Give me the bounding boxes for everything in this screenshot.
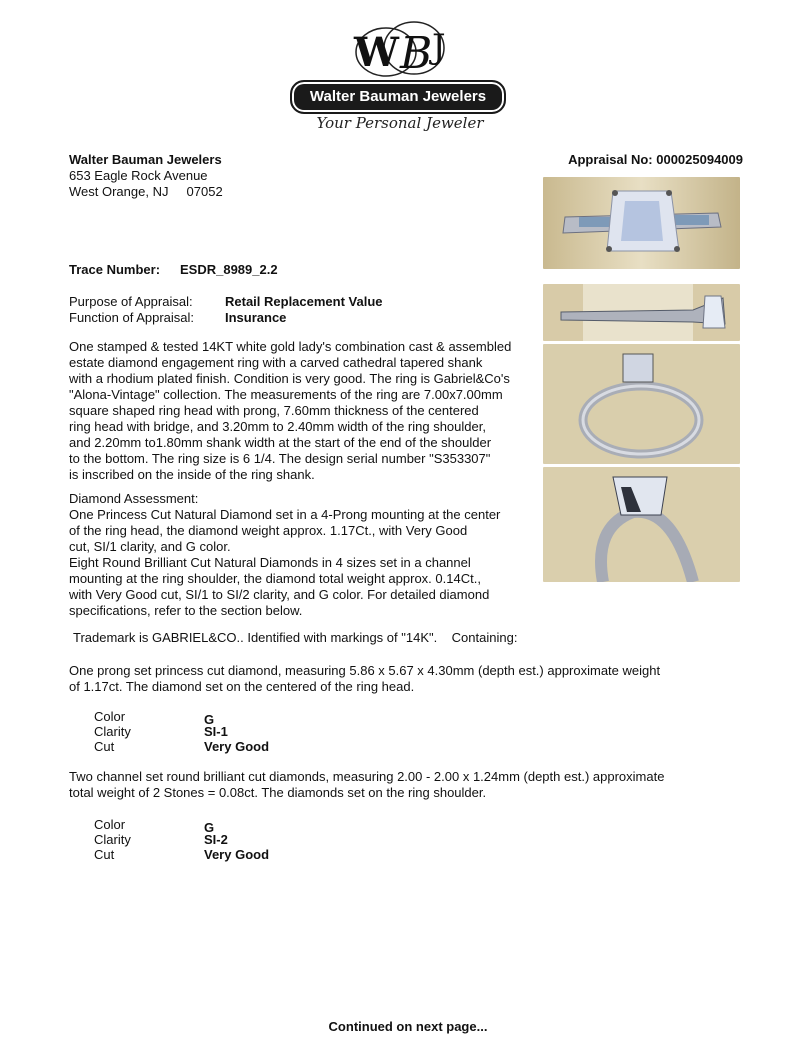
spec-row-cut: Cut Very Good [94,847,270,862]
assessment-line: with Very Good cut, SI/1 to SI/2 clarity, and G color. For detailed diamond [69,587,490,602]
description-line: square shaped ring head with prong, 7.60mm thickness of the centered [69,403,479,418]
address-line-2: West Orange, NJ 07052 [69,184,223,199]
spec-row-clarity: Clarity SI-1 [94,724,228,739]
stone-2-description [69,769,664,801]
description-line: estate diamond engagement ring with a carved cathedral tapered shank [69,355,483,370]
svg-text:W: W [354,29,399,76]
ring-top-photo [543,344,740,464]
spec-row-color: Color G [94,817,215,835]
diamond-assessment [69,491,500,619]
appraisal-number: Appraisal No: 000025094009 [568,152,743,167]
assessment-line: cut, SI/1 clarity, and G color. [69,539,231,554]
ring-front-photo [543,177,740,269]
svg-text:J: J [432,27,446,67]
continued-note: Continued on next page... [328,1019,488,1034]
assessment-line: of the ring head, the diamond weight approx. 1.17Ct., with Very Good [69,523,468,538]
purpose-value: Retail Replacement Value [225,294,383,309]
description-line: ring head with bridge, and 3.20mm to 2.40mm width of the ring shoulder, [69,419,486,434]
stone-text-line: One prong set princess cut diamond, measuring 5.86 x 5.67 x 4.30mm (depth est.) approximate weight [69,663,661,678]
assessment-line: One Princess Cut Natural Diamond set in a 4-Prong mounting at the center [69,507,501,522]
function-label: Function of Appraisal: [69,310,195,325]
address-line-1: 653 Eagle Rock Avenue [69,168,208,183]
stone-text-line: of 1.17ct. The diamond set on the centered of the ring head. [69,679,415,694]
trace-label: Trace Number: [69,262,161,277]
spec-row-cut: Cut Very Good [94,739,270,754]
function-value: Insurance [225,310,287,325]
ring-side-photo [543,284,740,341]
spec-row-color: Color G [94,709,215,727]
logo-tagline: Your Personal Jeweler [316,114,484,132]
company-name: Walter Bauman Jewelers [69,152,222,167]
description-line: with a rhodium plated finish. Condition is very good. The ring is Gabriel&Co's [69,371,510,386]
spec-row-clarity: Clarity SI-2 [94,832,228,847]
description-line: One stamped & tested 14KT white gold lady's combination cast & assembled [69,339,512,354]
company-logo [290,14,510,136]
wbj-monogram [340,14,460,86]
svg-text:B: B [400,28,433,79]
assessment-line: specifications, refer to the section below. [69,603,303,618]
stone-1-specs [94,709,269,754]
purpose-label: Purpose of Appraisal: [69,294,193,309]
stone-1-description [69,663,660,695]
description-line: and 2.20mm to1.80mm shank width at the start of the end of the shoulder [69,435,492,450]
trademark-line: Trademark is GABRIEL&CO.. Identified with markings of "14K". Containing: [73,630,518,645]
stone-2-specs [94,817,269,862]
stone-text-line: total weight of 2 Stones = 0.08ct. The diamonds set on the ring shoulder. [69,785,487,800]
trace-value: ESDR_8989_2.2 [180,262,278,277]
assessment-line: mounting at the ring shoulder, the diamond total weight approx. 0.14Ct., [69,571,481,586]
description-line: to the bottom. The ring size is 6 1/4. The design serial number "S353307" [69,451,491,466]
assessment-line: Eight Round Brilliant Cut Natural Diamonds in 4 sizes set in a channel [69,555,471,570]
stone-text-line: Two channel set round brilliant cut diamonds, measuring 2.00 - 2.00 x 1.24mm (depth est.) approximate [69,769,665,784]
ring-description [69,339,511,483]
logo-banner: Walter Bauman Jewelers [290,80,506,114]
assessment-heading: Diamond Assessment: [69,491,199,506]
description-line: is inscribed on the inside of the ring shank. [69,467,315,482]
ring-angle-photo [543,467,740,582]
description-line: "Alona-Vintage" collection. The measurements of the ring are 7.00x7.00mm [69,387,503,402]
